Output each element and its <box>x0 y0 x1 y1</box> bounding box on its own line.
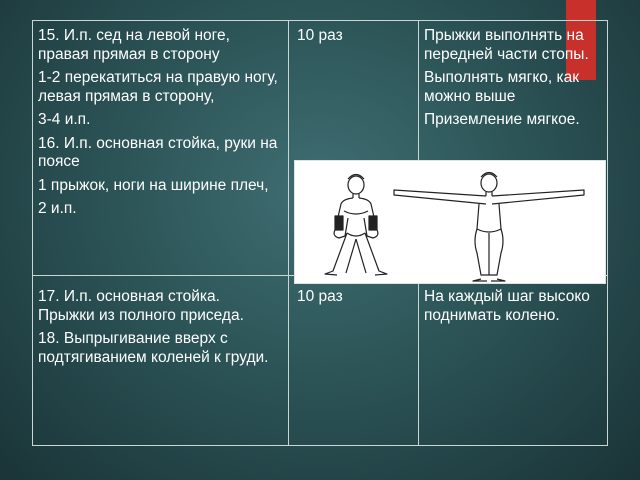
exercise-text: 2 и.п. <box>38 200 77 217</box>
row1-exercise-cell <box>33 21 288 275</box>
exercise-text: 18. Выпрыгивание вверх с подтягиванием коленей к груди. <box>38 330 269 366</box>
exercise-text: 16. И.п. основная стойка, руки на поясе <box>38 134 278 170</box>
exercise-text: 3-4 и.п. <box>38 111 91 128</box>
notes-text: Приземление мягкое. <box>424 111 580 128</box>
notes-text: Выполнять мягко, как можно выше <box>424 69 580 105</box>
row1-notes-cell <box>419 21 607 161</box>
notes-text: Прыжки выполнять на передней части стопы. <box>424 27 589 63</box>
figure-arms-out <box>394 173 584 282</box>
notes-text: На каждый шаг высоко поднимать колено. <box>424 288 590 324</box>
exercise-text: 1-2 перекатиться на правую ногу, левая прямая в сторону, <box>38 69 278 105</box>
exercise-illustration <box>294 160 606 284</box>
exercise-text: 17. И.п. основная стойка. Прыжки из полного приседа. <box>38 288 244 324</box>
jumping-figures-illustration <box>295 161 605 283</box>
exercise-text: 1 прыжок, ноги на ширине плеч, <box>38 176 269 194</box>
row2-notes-cell <box>419 276 607 445</box>
figure-legs-apart <box>325 175 387 276</box>
exercise-text: 15. И.п. сед на левой ноге, правая прямая в сторону <box>38 27 230 63</box>
dosage-text: 10 раз <box>297 27 343 44</box>
dosage-text: 10 раз <box>297 288 343 305</box>
row2-dosage-cell <box>289 276 418 445</box>
row2-exercise-cell <box>33 276 288 445</box>
